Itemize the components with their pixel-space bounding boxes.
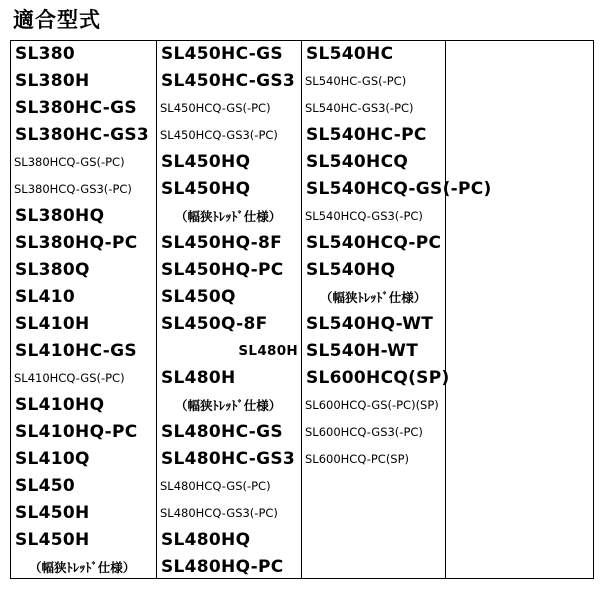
model-item: SL540HCQ: [306, 152, 409, 172]
model-note: （幅狭ﾄﾚｯﾄﾞ仕様）: [175, 398, 282, 413]
model-column-2: [157, 41, 302, 578]
model-column-3: [302, 41, 492, 578]
model-note: （幅狭ﾄﾚｯﾄﾞ仕様）: [320, 290, 427, 305]
model-item: SL480HCQ-GS3(-PC): [160, 506, 278, 520]
model-item: SL410HC-GS: [15, 341, 137, 361]
model-item: SL600HCQ-GS3(-PC): [305, 425, 423, 439]
model-item: SL450: [15, 476, 76, 496]
model-item: SL380HC-GS: [15, 98, 137, 118]
model-item: SL480HQ-PC: [161, 557, 284, 577]
model-column-4: [446, 41, 593, 578]
model-item: SL410: [15, 287, 76, 307]
model-item: SL540HCQ-GS(-PC): [306, 179, 492, 199]
model-item: SL450HQ-8F: [161, 233, 283, 253]
model-item: SL480HC-GS: [161, 422, 283, 442]
model-item: SL540HC-GS(-PC): [305, 74, 407, 88]
model-item: SL600HCQ(SP): [306, 368, 450, 388]
model-item: SL410HQ-PC: [15, 422, 138, 442]
model-item: SL540HC-PC: [306, 125, 427, 145]
model-item: SL410Q: [15, 449, 90, 469]
model-item: SL540HC-GS3(-PC): [305, 101, 414, 115]
model-item: SL600HCQ-PC(SP): [305, 452, 410, 466]
model-item: SL380: [15, 44, 76, 64]
model-item: SL450H: [15, 530, 90, 550]
model-item: SL540HC: [306, 44, 394, 64]
model-item: SL410H: [15, 314, 90, 334]
model-item: SL450Q-8F: [161, 314, 268, 334]
model-item: SL450HQ: [161, 179, 251, 199]
model-item: SL450H: [15, 503, 90, 523]
model-item: SL410HQ: [15, 395, 105, 415]
model-item: SL480HQ: [161, 530, 251, 550]
model-item: SL380HQ: [15, 206, 105, 226]
model-item: SL380HQ-PC: [15, 233, 138, 253]
model-note: （幅狭ﾄﾚｯﾄﾞ仕様）: [175, 209, 282, 224]
model-item: SL450HCQ-GS3(-PC): [160, 128, 278, 142]
model-item: SL600HCQ-GS(-PC)(SP): [305, 398, 439, 412]
model-item: SL540HQ: [306, 260, 396, 280]
model-item: SL480H: [161, 368, 236, 388]
model-item: SL540HCQ-GS3(-PC): [305, 209, 423, 223]
model-item: SL450HC-GS: [161, 44, 283, 64]
model-item: SL540HQ-WT: [306, 314, 434, 334]
model-column-1: [11, 41, 157, 578]
model-item: SL380Q: [15, 260, 90, 280]
model-item: SL450HCQ-GS(-PC): [160, 101, 271, 115]
model-item: SL450HC-GS3: [161, 71, 296, 91]
model-item: SL480HCQ-GS(-PC): [160, 479, 271, 493]
model-note: （幅狭ﾄﾚｯﾄﾞ仕様）: [29, 560, 136, 575]
model-item: SL450HQ: [161, 152, 251, 172]
page-title: 適合型式: [13, 8, 101, 32]
model-item: SL450HQ-PC: [161, 260, 284, 280]
model-item: SL450Q: [161, 287, 236, 307]
model-item: SL380HCQ-GS3(-PC): [14, 182, 132, 196]
model-item: SL540HCQ-PC: [306, 233, 442, 253]
model-item: SL380HC-GS3: [15, 125, 150, 145]
model-item: SL380H: [15, 71, 90, 91]
model-item: SL410HCQ-GS(-PC): [14, 371, 125, 385]
model-item: SL480H: [238, 343, 298, 359]
model-item: SL480HC-GS3: [161, 449, 296, 469]
model-item: SL380HCQ-GS(-PC): [14, 155, 125, 169]
model-item: SL540H-WT: [306, 341, 419, 361]
model-table: [10, 40, 594, 579]
